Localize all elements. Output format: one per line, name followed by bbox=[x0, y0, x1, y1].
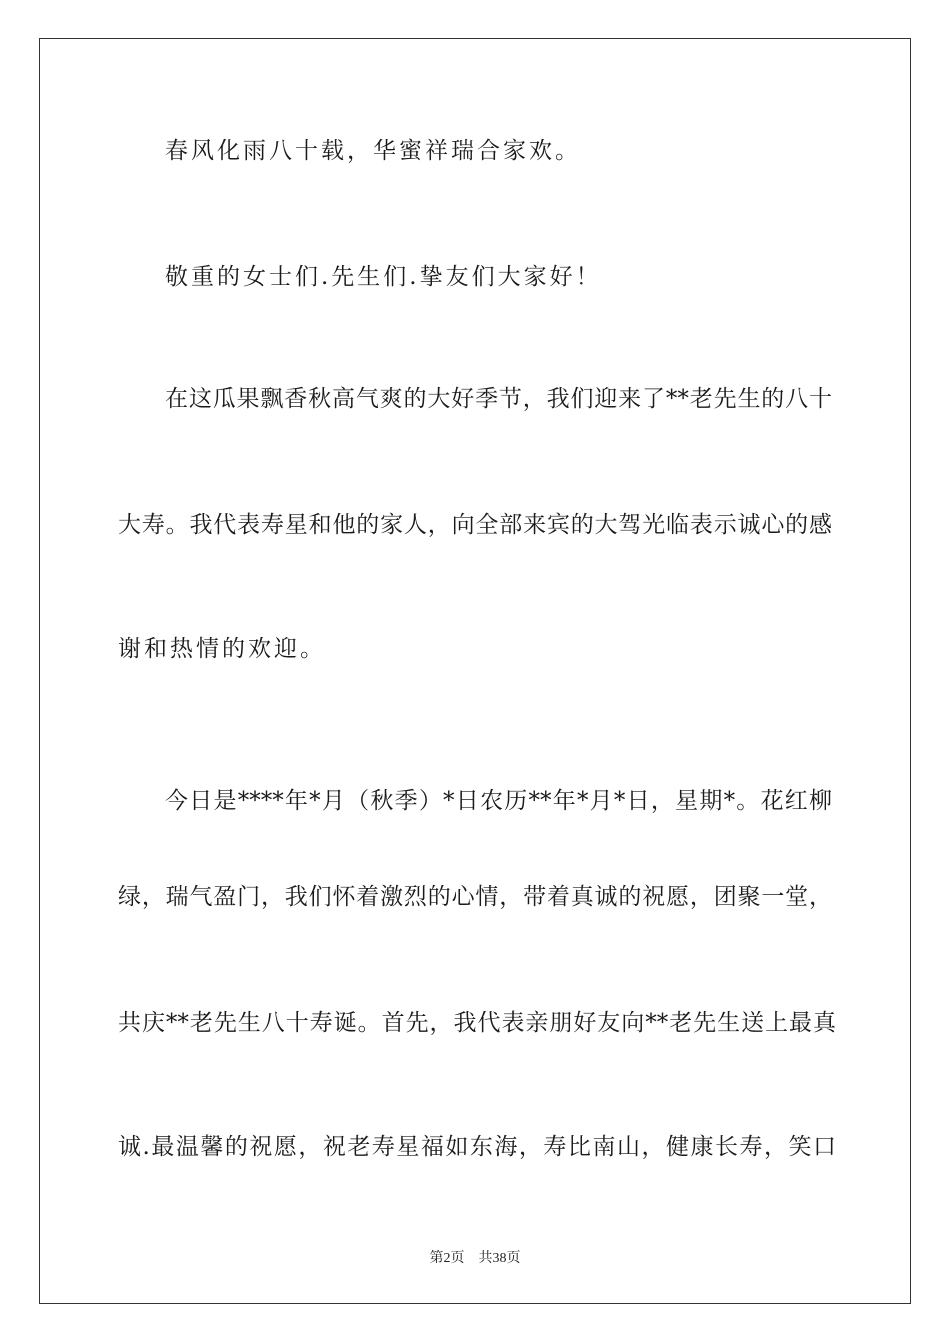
paragraph-line: 共庆**老先生八十寿诞。首先，我代表亲朋好友向**老先生送上最真 bbox=[118, 1010, 836, 1036]
paragraph-line: 绿，瑞气盈门，我们怀着激烈的心情，带着真诚的祝愿，团聚一堂， bbox=[118, 884, 832, 910]
page-number: 第2页 bbox=[429, 1251, 465, 1266]
page-border bbox=[39, 38, 911, 1304]
paragraph-line: 敬重的女士们.先生们.挚友们大家好！ bbox=[165, 264, 602, 290]
paragraph-line: 谢和热情的欢迎。 bbox=[118, 636, 326, 662]
page-footer bbox=[0, 1247, 950, 1267]
paragraph-line: 今日是****年*月（秋季）*日农历**年*月*日，星期*。花红柳 bbox=[165, 788, 832, 814]
paragraph-line: 大寿。我代表寿星和他的家人，向全部来宾的大驾光临表示诚心的感 bbox=[118, 512, 832, 538]
paragraph-line: 在这瓜果飘香秋高气爽的大好季节，我们迎来了**老先生的八十 bbox=[165, 386, 832, 412]
page-total: 共38页 bbox=[478, 1251, 521, 1266]
paragraph-line: 春风化雨八十载，华蜜祥瑞合家欢。 bbox=[165, 138, 581, 164]
paragraph-line: 诚.最温馨的祝愿，祝老寿星福如东海，寿比南山，健康长寿，笑口 bbox=[118, 1134, 836, 1160]
